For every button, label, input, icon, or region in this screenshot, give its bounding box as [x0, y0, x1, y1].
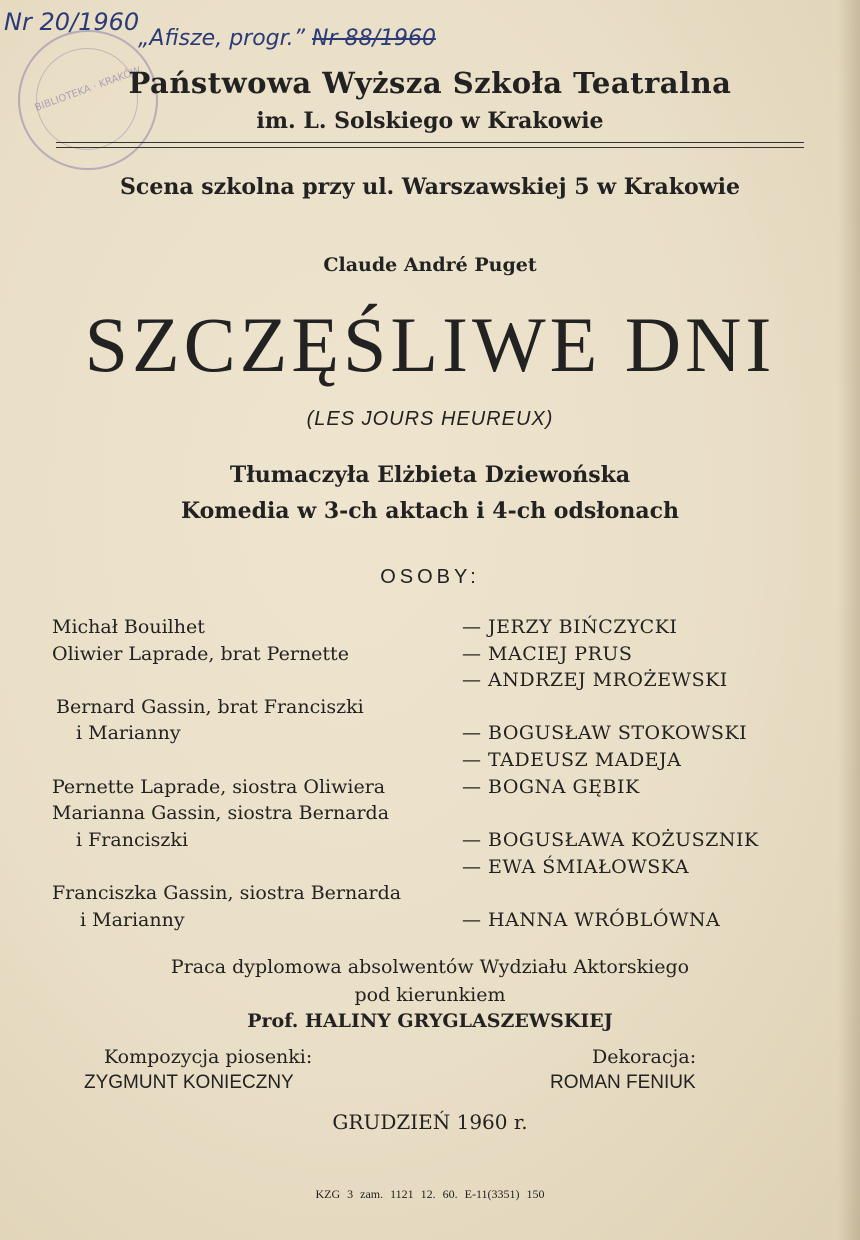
designer-name: ROMAN FENIUK — [550, 1072, 696, 1093]
handwritten-category — [138, 26, 436, 51]
actor: — EWA ŚMIAŁOWSKA — [462, 856, 689, 878]
direction-label: pod kierunkiem — [354, 984, 506, 1006]
role: Bernard Gassin, brat Franciszki — [56, 696, 364, 718]
director-name: Prof. HALINY GRYGLASZEWSKIEJ — [247, 1010, 613, 1032]
actor: — JERZY BIŃCZYCKI — [462, 616, 678, 638]
header-rule-bottom — [56, 147, 804, 148]
cast-heading: OSOBY: — [380, 566, 480, 588]
diploma-note: Praca dyplomowa absolwentów Wydziału Aktorskiego — [170, 956, 690, 978]
header-rule-top — [56, 142, 804, 143]
role: i Franciszki — [76, 829, 189, 851]
role: Michał Bouilhet — [52, 616, 205, 638]
performance-date: GRUDZIEŃ 1960 r. — [332, 1110, 528, 1134]
handwritten-afisze: „Afisze, progr.” — [138, 26, 306, 51]
role: i Marianny — [80, 909, 185, 931]
stamp-text: BIBLIOTEKA · KRAKÓW — [33, 65, 143, 114]
decoration-label: Dekoracja: — [592, 1046, 697, 1068]
original-title: (LES JOURS HEUREUX) — [306, 408, 554, 430]
actor: — TADEUSZ MADEJA — [462, 749, 682, 771]
actor: — BOGNA GĘBIK — [462, 776, 640, 798]
actor: — ANDRZEJ MROŻEWSKI — [462, 669, 728, 691]
play-title: SZCZĘŚLIWE DNI — [84, 301, 776, 388]
venue: Scena szkolna przy ul. Warszawskiej 5 w Krakowie — [120, 174, 740, 200]
translator: Tłumaczyła Elżbieta Dziewońska — [229, 462, 631, 488]
school-name: Państwowa Wyższa Szkoła Teatralna — [128, 66, 732, 100]
role: Marianna Gassin, siostra Bernarda — [52, 802, 390, 824]
role: i Marianny — [76, 722, 181, 744]
handwritten-struck-number: Nr 88/1960 — [312, 26, 436, 51]
composition-label: Kompozycja piosenki: — [104, 1046, 313, 1068]
printer-imprint: KZG 3 zam. 1121 12. 60. E-11(3351) 150 — [315, 1187, 545, 1201]
actor: — MACIEJ PRUS — [462, 643, 633, 665]
composer-name: ZYGMUNT KONIECZNY — [84, 1072, 294, 1093]
actor: — HANNA WRÓBLÓWNA — [462, 909, 721, 931]
handwritten-number: Nr 20/1960 — [4, 8, 140, 36]
library-stamp — [18, 30, 158, 170]
school-subtitle: im. L. Solskiego w Krakowie — [256, 108, 604, 134]
role: Pernette Laprade, siostra Oliwiera — [52, 776, 386, 798]
actor: — BOGUSŁAWA KOŻUSZNIK — [462, 829, 759, 851]
genre: Komedia w 3-ch aktach i 4-ch odsłonach — [180, 498, 680, 524]
role: Franciszka Gassin, siostra Bernarda — [52, 882, 402, 904]
role: Oliwier Laprade, brat Pernette — [52, 643, 349, 665]
play-author: Claude André Puget — [323, 254, 537, 276]
actor: — BOGUSŁAW STOKOWSKI — [462, 722, 748, 744]
